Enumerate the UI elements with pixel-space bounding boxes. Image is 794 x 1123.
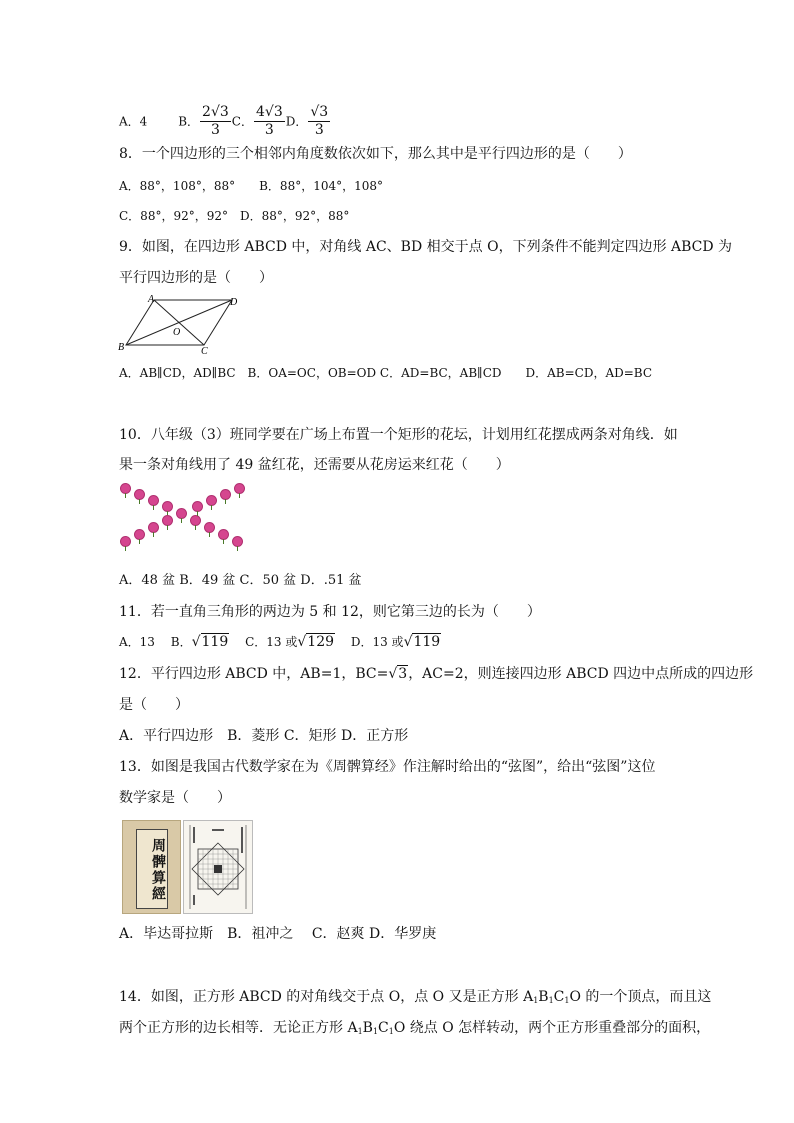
flower-icon [149,523,158,532]
q14-stem-line1 [119,987,711,1011]
flower-icon [235,484,244,493]
q14-line2-sub1: 1 [357,1027,363,1036]
q11-b-radicand: 119 [201,634,229,650]
q14-line1-d: O 的一个顶点，而且这 [569,989,712,1005]
q7-d-denominator: 3 [314,122,324,138]
q11-stem: 11．若一直角三角形的两边为 5 和 12，则它第三边的长为（ ） [119,604,541,620]
q11-c-radicand: 129 [307,634,335,650]
q11-d-radicand: 119 [413,634,441,650]
flower-icon [163,502,172,511]
flower-icon [219,530,228,539]
q14-line2-c: C [378,1020,389,1036]
q11-option-c-root: √129 [297,634,335,650]
book-title: 周髀算經 [136,829,168,909]
q7-option-b-label: B． [178,114,200,129]
q12-stem-line2: 是（ ） [119,697,189,713]
flower-icon [193,502,202,511]
q7-option-a: A．4 [119,114,148,129]
q13-options: A．毕达哥拉斯 B．祖冲之 C．赵爽 D．华罗庚 [119,926,437,942]
q14-line2-b: B [362,1020,373,1036]
q14-line1-sub3: 1 [564,996,570,1005]
q11-option-c-label: C．13 或 [245,635,298,649]
q7-option-d-fraction [308,104,330,139]
xiantu-diagram-image [183,820,253,914]
flower-icon [205,523,214,532]
q14-line1-sub2: 1 [548,996,554,1005]
flower-icon [233,537,242,546]
q7-option-c-label: C． [231,114,253,129]
q11-option-b-root: √119 [191,634,229,650]
q11-option-b-label: B． [170,635,192,649]
q14-line2-sub3: 1 [388,1027,394,1036]
q10-options [119,571,362,591]
q14-line1-sub1: 1 [533,996,539,1005]
q14-line2-sub2: 1 [372,1027,379,1036]
zhoubi-book-cover-image [122,820,181,914]
q8-options-line2: C．88°，92°，92° D．88°，92°，88° [119,209,350,223]
q7-c-numerator: 4√3 [255,104,283,120]
q9-stem-line1: 9．如图，在四边形 ABCD 中，对角线 AC、BD 相交于点 O，下列条件不能判定四边形 ABCD 为 [119,239,733,255]
q12-stem-post: ，AC=2，则连接四边形 ABCD 四边中点所成的四边形 [408,666,754,682]
q12-stem-line1 [119,664,753,684]
q7-option-b-fraction [200,104,231,139]
flower-icon [207,496,216,505]
parallelogram-figure [114,293,246,355]
flower-icon [163,516,172,525]
vertex-d-label: D [230,297,238,308]
q13-stem-line1: 13．如图是我国古代数学家在为《周髀算经》作注解时给出的“弦图”，给出“弦图”这位 [119,759,656,775]
q14-stem-line2 [119,1018,710,1042]
q14-line1-b: B [538,989,549,1005]
q7-b-denominator: 3 [210,122,220,138]
flower-icon [221,490,230,499]
q10-stem-line1: 10．八年级（3）班同学要在广场上布置一个矩形的花坛，计划用红花摆成两条对角线．如 [119,427,678,443]
flower-bed-image [119,482,247,562]
flower-icon [135,490,144,499]
flower-icon [149,496,158,505]
q12-stem-pre: 12．平行四边形 ABCD 中，AB=1，BC= [119,666,389,682]
q7-d-numerator: √3 [310,104,329,120]
q7-option-d-label: D． [285,114,308,129]
q14-line2-a: 两个正方形的边长相等．无论正方形 A [119,1020,358,1036]
vertex-b-label: B [118,342,125,353]
q12-radicand: 3 [398,666,408,682]
flower-icon [121,537,130,546]
q13-stem-line2: 数学家是（ ） [119,790,231,806]
q9-options: A．AB∥CD，AD∥BC B．OA=OC，OB=OD C．AD=BC，AB∥CD D．AB=CD，AD=BC [119,366,653,380]
center-o-label: O [173,327,181,338]
flower-icon [177,509,186,518]
diagonal-bd [126,300,232,345]
q11-option-d-label: D．13 或 [350,635,404,649]
flower-icon [191,516,200,525]
q11-options [119,632,441,652]
q10-options-text: A．48 盆 B．49 盆 C．50 盆 D．.51 盆 [119,573,362,588]
q7-options [119,104,331,139]
q7-b-numerator: 2√3 [202,104,229,120]
vertex-a-label: A [148,294,155,305]
q7-option-c-fraction [254,104,285,139]
flower-icon [135,530,144,539]
q14-line2-d: O 绕点 O 怎样转动，两个正方形重叠部分的面积， [393,1020,711,1036]
q12-options: A．平行四边形 B．菱形 C．矩形 D．正方形 [119,728,409,744]
q14-line1-c: C [553,989,565,1005]
q11-option-d-root: √119 [403,634,441,650]
q10-stem-line2: 果一条对角线用了 49 盆红花，还需要从花房运来红花（ ） [119,457,510,473]
vertex-c-label: C [201,346,208,355]
q12-root-3: √3 [388,666,408,682]
q14-line1-a: 14．如图，正方形 ABCD 的对角线交于点 O，点 O 又是正方形 A [119,989,534,1005]
q8-stem: 8．一个四边形的三个相邻内角度数依次如下，那么其中是平行四边形的是（ ） [119,146,632,162]
q11-option-a: A．13 [119,635,155,649]
q7-c-denominator: 3 [264,122,274,138]
q9-stem-line2: 平行四边形的是（ ） [119,270,273,286]
q8-options-line1: A．88°，108°，88° B．88°，104°，108° [119,179,384,193]
flower-icon [121,484,130,493]
xiantu-svg [184,821,252,913]
